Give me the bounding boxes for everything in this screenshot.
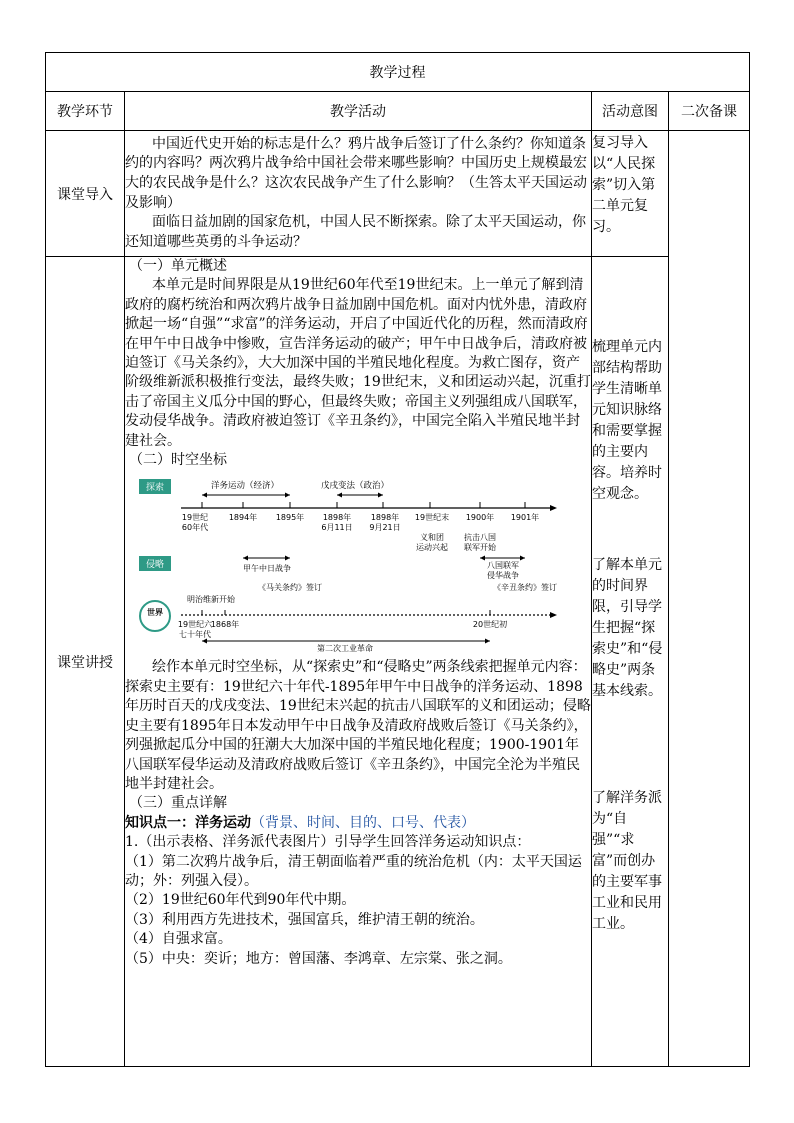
industrial-label: 第二次工业革命 [317, 644, 373, 653]
tick-19c-end: 19世纪末 [414, 513, 450, 523]
intro-intent: 复习导入以“人民探索”切入第二单元复习。 [592, 131, 669, 257]
wuxu-span-label: 戊戌变法（政治） [320, 481, 390, 492]
lecture-activity [125, 257, 592, 1067]
yangwu-span-label: 洋务运动（经济） [210, 481, 280, 492]
intro-paragraph-2: 面临日益加剧的国家危机，中国人民不断探索。除了太平天国运动，你还知道哪些英勇的斗争运动？ [125, 214, 586, 250]
item-1-5: （5）中央：奕䜣；地方：曾国藩、李鸿章、左宗棠、张之洞。 [125, 950, 512, 967]
second-prep-cell [669, 131, 750, 1067]
war2-label-2: 侵华战争 [487, 571, 519, 581]
anti-label-2: 联军开始 [464, 543, 496, 553]
intent-yangwu: 了解洋务派为“自强”“求富”而创办的主要军事工业和民用工业。 [592, 790, 662, 932]
time-space-diagram [125, 476, 575, 652]
tick-1898b: 1898年 [370, 513, 400, 523]
stage-intro: 课堂导入 [46, 131, 125, 257]
section-timeline-title: （二）时空坐标 [129, 452, 227, 469]
world-1868: 1868年 [210, 620, 240, 630]
boxer-label-1: 义和团 [420, 533, 444, 543]
treaty1-label: 《马关条约》签订 [258, 583, 322, 593]
kp1-paren: （背景、时间、目的、口号、代表） [251, 814, 475, 831]
world-start-1: 19世纪六 [177, 620, 213, 630]
item-1-4: （4）自强求富。 [125, 931, 232, 948]
section-focus-title: （三）重点详解 [129, 795, 227, 812]
item-1-3: （3）利用西方先进技术，强国富兵，维护清王朝的统治。 [125, 911, 484, 928]
explore-tag-label: 探索 [145, 483, 165, 494]
anti-label-1: 抗击八国 [464, 533, 496, 543]
stage-lecture: 课堂讲授 [46, 257, 125, 1067]
world-start-2: 七十年代 [179, 630, 211, 640]
knowledge-point-1 [125, 814, 591, 833]
section-overview-text: 本单元是时间界限是从19世纪60年代至19世纪末。上一单元了解到清政府的腐朽统治和两次鸦片战争日益加剧中国危机。面对内忧外患，清政府掀起一场“自强”“求富”的洋务运动，开启了中国近代化的历程，然而清政府在甲午中日战争中惨败，宣告洋务运动的破产；甲午中日战争后，清政府被迫签订《马关条约》，大大加深中国的半殖民地化程度。为救亡图存，资产阶级维新派积极推行变法，最终失败；19世纪末，义和团运动兴起，沉重打击了帝国主义瓜分中国的野心，但最终失败；帝国主义列强组成八国联军，发动侵华战争。清政府被迫签订《辛丑条约》，中国完全陷入半殖民地半封建社会。 [125, 277, 591, 449]
boxer-label-2: 运动兴起 [416, 543, 448, 553]
tick-june11: 6月11日 [321, 523, 353, 533]
world-label-1: 世界 [147, 608, 163, 618]
header-intent: 活动意图 [592, 92, 669, 131]
item-1-2: （2）19世纪60年代到90年代中期。 [125, 892, 356, 909]
intent-structure: 梳理单元内部结构帮助学生清晰单元知识脉络和需要掌握的主要内容。培养时空观念。 [592, 339, 662, 502]
header-stage: 教学环节 [46, 92, 125, 131]
tick-19c: 19世纪 [181, 513, 209, 523]
tick-1898a: 1898年 [322, 513, 352, 523]
kp1-label: 知识点一：洋务运动 [125, 814, 251, 831]
treaty2-label: 《辛丑条约》签订 [493, 583, 557, 593]
header-second-prep: 二次备课 [669, 92, 750, 131]
war2-label-1: 八国联军 [487, 561, 519, 571]
tick-1894: 1894年 [228, 513, 258, 523]
lecture-intent [592, 257, 669, 1067]
section-timeline-text: 绘作本单元时空坐标，从“探索史”和“侵略史”两条线索把握单元内容：探索史主要有：19世纪六十年代-1895年甲午中日战争的洋务运动、1898年历时百天的戊戌变法、19世纪末兴起的抗击八国联军的义和团运动；侵略史主要有1895年日本发动甲午中日战争及清政府战败后签订《马关条约》，列强掀起瓜分中国的狂潮大大加深中国的半殖民地化程度；1900-1901年八国联军侵华运动及清政府战败后签订《辛丑条约》，中国完全沦为半殖民地半封建社会。 [125, 659, 591, 792]
section-overview-title: （一）单元概述 [129, 258, 227, 274]
intent-timeline: 了解本单元的时间界限，引导学生把握“探索史”和“侵略史”两条基本线索。 [592, 557, 663, 699]
header-activity: 教学活动 [125, 92, 592, 131]
meiji-label: 明治维新开始 [187, 595, 235, 605]
intro-activity [125, 131, 592, 257]
invade-tag-label: 侵略 [145, 560, 165, 571]
tick-1901: 1901年 [510, 513, 540, 523]
table-title: 教学过程 [46, 53, 750, 92]
item-1-1: （1）第二次鸦片战争后，清王朝面临着严重的统治危机（内：太平天国运动；外：列强入侵）。 [125, 853, 582, 889]
tick-1895: 1895年 [275, 513, 305, 523]
tick-60s: 60年代 [181, 523, 209, 533]
world-end: 20世纪初 [472, 620, 508, 630]
war1-label: 甲午中日战争 [243, 564, 291, 574]
item-1: 1.（出示表格、洋务派代表图片）引导学生回答洋务运动知识点： [125, 834, 531, 851]
intro-paragraph-1: 中国近代史开始的标志是什么？鸦片战争后签订了什么条约？你知道条约的内容吗？两次鸦片战争给中国社会带来哪些影响？中国历史上规模最宏大的农民战争是什么？这次农民战争产生了什么影响？（生答太平天国运动及影响） [125, 135, 587, 211]
tick-sep21: 9月21日 [369, 523, 401, 533]
teaching-process-table [45, 52, 750, 1067]
tick-1900: 1900年 [465, 513, 495, 523]
